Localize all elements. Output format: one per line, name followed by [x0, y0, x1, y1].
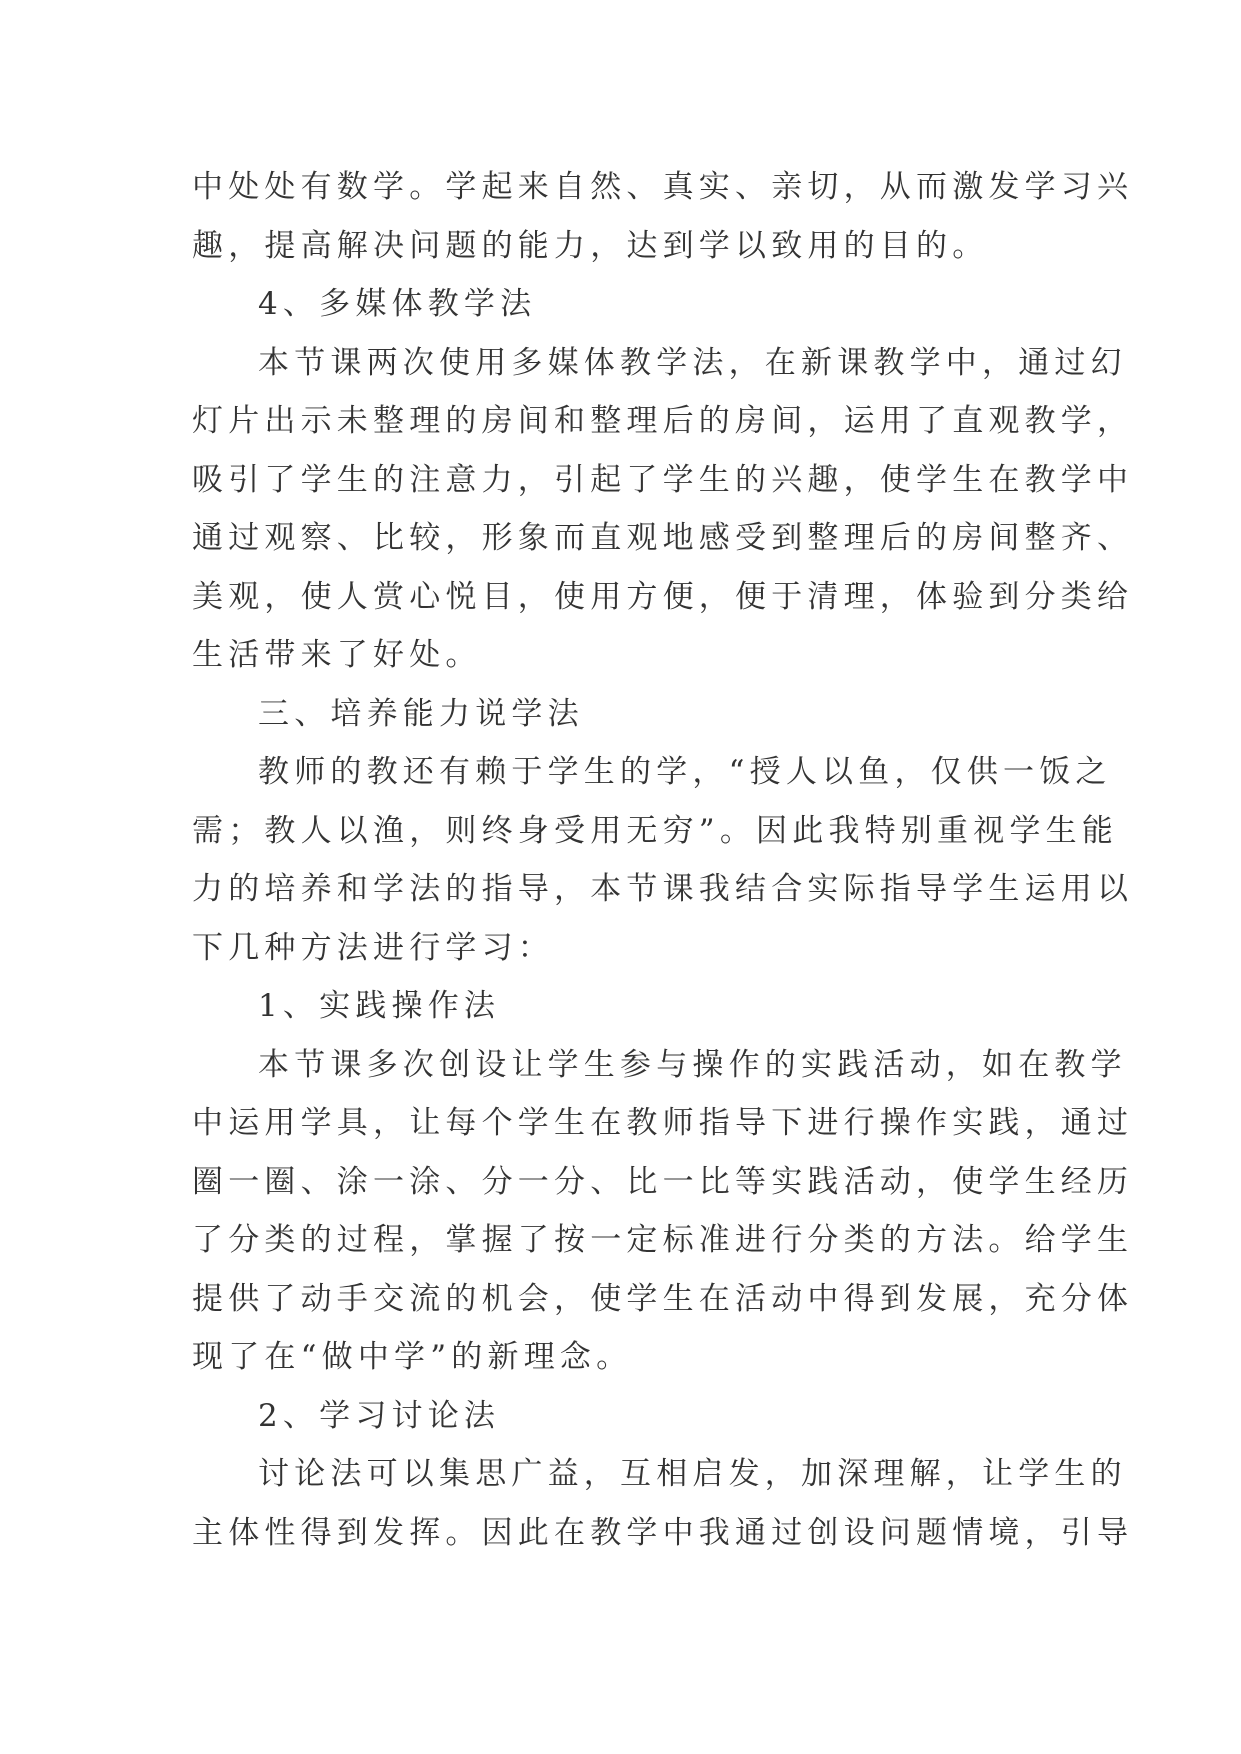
text-line: 下几种方法进行学习：: [192, 929, 554, 966]
paragraph-start: 教师的教还有赖于学生的学，“授人以鱼，仅供一饭之: [258, 754, 1112, 790]
section-heading: 1、实践操作法: [258, 988, 501, 1024]
text-line: 了分类的过程，掌握了按一定标准进行分类的方法。给学生: [192, 1222, 1134, 1258]
paragraph-start: 本节课多次创设让学生参与操作的实践活动，如在教学: [258, 1046, 1127, 1083]
paragraph-start: 讨论法可以集思广益，互相启发，加深理解，让学生的: [258, 1456, 1127, 1492]
text-line: 美观，使人赏心悦目，使用方便，便于清理，体验到分类给: [192, 578, 1134, 615]
text-line: 吸引了学生的注意力，引起了学生的兴趣，使学生在教学中: [192, 461, 1134, 498]
text-line: 灯片出示未整理的房间和整理后的房间，运用了直观教学，: [192, 403, 1134, 439]
section-heading: 4、多媒体教学法: [258, 286, 537, 322]
text-line: 提供了动手交流的机会，使学生在活动中得到发展，充分体: [192, 1280, 1134, 1317]
text-line: 圈一圈、涂一涂、分一分、比一比等实践活动，使学生经历: [192, 1163, 1134, 1200]
text-line: 中运用学具，让每个学生在教师指导下进行操作实践，通过: [192, 1105, 1134, 1141]
text-line: 力的培养和学法的指导，本节课我结合实际指导学生运用以: [192, 871, 1134, 907]
section-heading: 三、培养能力说学法: [258, 695, 584, 732]
body-text: [192, 158, 1134, 1562]
text-line: 需；教人以渔，则终身受用无穷”。因此我特别重视学生能: [192, 812, 1119, 849]
text-line: 通过观察、比较，形象而直观地感受到整理后的房间整齐、: [192, 520, 1134, 556]
text-line: 主体性得到发挥。因此在教学中我通过创设问题情境，引导: [192, 1514, 1134, 1551]
text-line: 现了在“做中学”的新理念。: [192, 1339, 633, 1375]
section-heading: 2、学习讨论法: [258, 1397, 501, 1434]
text-line: 中处处有数学。学起来自然、真实、亲切，从而激发学习兴: [192, 169, 1134, 205]
paragraph-start: 本节课两次使用多媒体教学法，在新课教学中，通过幻: [258, 344, 1127, 381]
text-line: 趣，提高解决问题的能力，达到学以致用的目的。: [192, 227, 989, 264]
text-line: 生活带来了好处。: [192, 637, 482, 673]
